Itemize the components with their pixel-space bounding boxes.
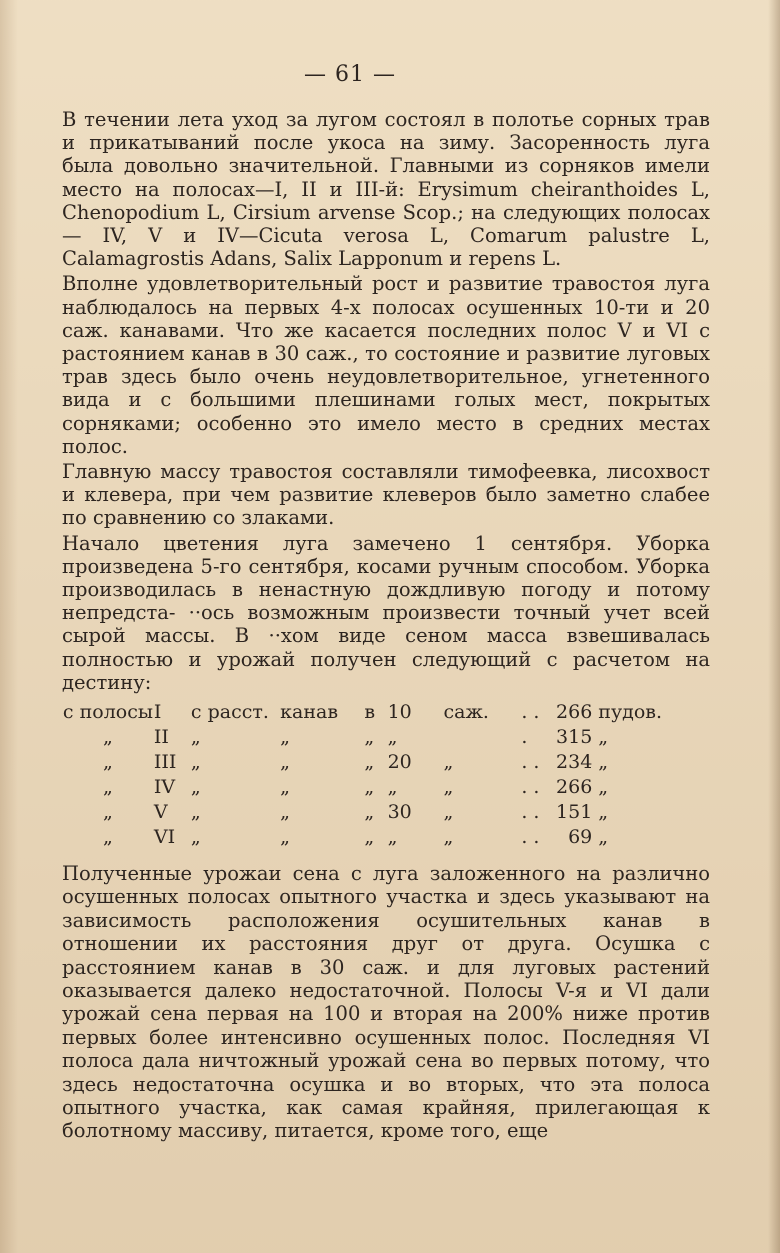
distance-unit: „ [443, 826, 454, 848]
yield-value: 266 [556, 701, 593, 723]
yield-value: 315 [556, 726, 593, 748]
ditch-distance: „ [387, 826, 398, 848]
leader-dots: . [521, 726, 528, 748]
yield-value: 69 [568, 826, 593, 848]
row-prefix: „ [103, 826, 113, 848]
paragraph-conclusions: Полученные урожаи сена с луга заложенного на различно осушенных полосах опытного участка и здесь указывают на зависимость расположения осушительных канав в отношении их расстояния друг от друга. Осушка с расстоянием канав в 30 саж. и для луговых растений оказывается далеко недостаточной. Полосы V-я и VI дали урожай сена первая на 100 и вторая на 200% ниже против первых более интенсивно осушенных полос. Последняя VI полоса дала ничтожный урожай сена во первых потому, что здесь недостаточна осушка и во вторых, что эта полоса опытного участка, как самая крайняя, прилегающая к болотному массиву, питается, кроме того, еще [62, 862, 710, 1143]
page-number: — 61 — [304, 62, 396, 87]
preposition: „ [364, 826, 375, 848]
distance-label: „ [190, 801, 201, 823]
ditch-distance: „ [387, 776, 398, 798]
yield-unit: „ [598, 826, 609, 848]
distance-unit: „ [443, 801, 454, 823]
strip-number: IV [153, 776, 176, 798]
ditch-distance: 20 [387, 751, 412, 773]
ditch-label: „ [280, 751, 290, 773]
distance-unit: саж. [443, 701, 489, 723]
paragraph-weeds: В течении лета уход за лугом состоял в полотье сорных трав и прикатываний после укоса на зиму. Засоренность луга была довольно значительной. Главными из сорняков имели место на полосах—I, II и III-й: Erysimum cheiranthoides L, Chenopodium L, Cirsium arvense Scop.; на следующих полосах— IV, V и IV—Cicuta verosa L, Comarum palustre L, Calamagrostis Adans, Salix Lapponum и repens L. [62, 108, 710, 271]
yield-unit: „ [598, 751, 609, 773]
preposition: „ [364, 726, 375, 748]
ditch-label: „ [280, 826, 290, 848]
preposition: в [364, 701, 376, 723]
table-row [62, 800, 662, 825]
yield-unit: „ [598, 726, 609, 748]
row-prefix: „ [103, 751, 113, 773]
distance-label: с расст. [190, 701, 269, 723]
distance-unit: „ [443, 751, 454, 773]
distance-label: „ [190, 776, 201, 798]
strip-number: II [153, 726, 169, 748]
yield-unit: „ [598, 776, 609, 798]
leader-dots: . . [521, 751, 540, 773]
ditch-distance: „ [387, 726, 398, 748]
lower-text-block [62, 862, 710, 1143]
ditch-distance: 10 [387, 701, 412, 723]
distance-label: „ [190, 826, 201, 848]
table-row [62, 700, 662, 725]
row-prefix: „ [103, 776, 113, 798]
yield-table [62, 700, 662, 850]
yield-value: 234 [556, 751, 593, 773]
strip-number: VI [153, 826, 176, 848]
row-prefix: с полосы [62, 701, 153, 723]
table-row [62, 825, 662, 850]
paragraph-harvest: Начало цветения луга замечено 1 сентября. Уборка произведена 5-го сентября, косами ручным способом. Уборка производилась в ненастную дождливую погоду и потому непредста- ··ось возможным произвести точный учет всей сырой массы. В ··хом виде сеном масса взвешивалась полностью и урожай получен следующий с расчетом на дестину: [62, 531, 710, 694]
page-edge-shadow [768, 0, 780, 1253]
ditch-label: „ [280, 801, 290, 823]
leader-dots: . . [521, 826, 540, 848]
ditch-label: канав [280, 701, 339, 723]
preposition: „ [364, 776, 375, 798]
distance-unit: „ [443, 776, 454, 798]
strip-number: V [153, 801, 168, 823]
ditch-distance: 30 [387, 801, 412, 823]
leader-dots: . . [521, 776, 540, 798]
distance-unit [443, 725, 521, 750]
distance-label: „ [190, 726, 201, 748]
table-row [62, 775, 662, 800]
upper-text-block [62, 108, 710, 694]
distance-label: „ [190, 751, 201, 773]
leader-dots: . . [521, 701, 540, 723]
paragraph-grass-composition: Главную массу травостоя составляли тимофеевка, лисохвост и клевера, при чем развитие клеверов было заметно слабее по сравнению со злаками. [62, 460, 710, 530]
ditch-label: „ [280, 776, 290, 798]
yield-value: 151 [556, 801, 593, 823]
preposition: „ [364, 751, 375, 773]
ditch-label: „ [280, 726, 290, 748]
table-row [62, 725, 662, 750]
table-row [62, 750, 662, 775]
paragraph-growth: Вполне удовлетворительный рост и развитие травостоя луга наблюдалось на первых 4-х полосах осушенных 10-ти и 20 саж. канавами. Что же касается последних полос V и VI с растоянием канав в 30 саж., то состояние и развитие луговых трав здесь было очень неудовлетворительное, угнетенного вида и с большими плешинами голых мест, покрытых сорняками; особенно это имело место в средних местах полос. [62, 272, 710, 458]
yield-unit: пудов. [598, 701, 662, 723]
yield-unit: „ [598, 801, 609, 823]
preposition: „ [364, 801, 375, 823]
row-prefix: „ [103, 726, 113, 748]
strip-number: I [153, 701, 162, 723]
leader-dots: . . [521, 801, 540, 823]
yield-value: 266 [556, 776, 593, 798]
strip-number: III [153, 751, 177, 773]
row-prefix: „ [103, 801, 113, 823]
